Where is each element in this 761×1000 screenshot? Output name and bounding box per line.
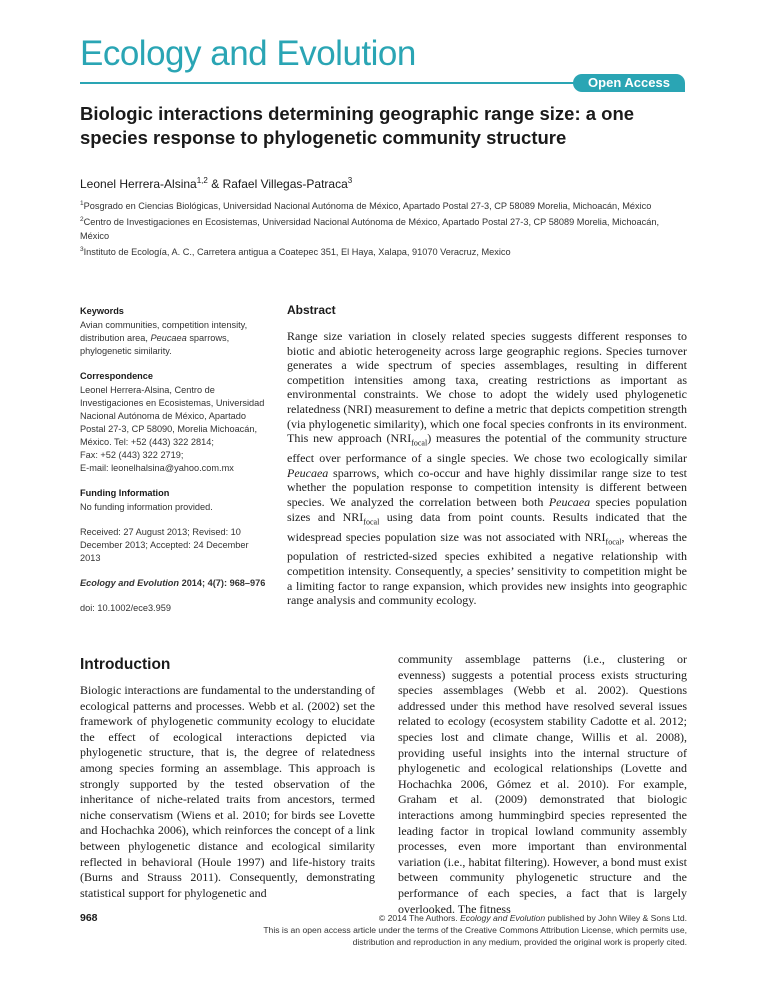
- citation-journal: Ecology and Evolution: [80, 578, 180, 588]
- correspondence-line: Postal 27-3, CP 58090, Morelia Michoacán,: [80, 424, 258, 434]
- affiliations: [80, 197, 680, 259]
- copyright-journal: Ecology and Evolution: [460, 913, 546, 923]
- abstract-section: [287, 303, 687, 608]
- abstract-run: ) measures the potential of the community structure effect over performance of a single species. We chose two ecologically similar: [287, 431, 688, 466]
- keywords-italic: Peucaea: [150, 333, 187, 343]
- affiliation-text: Posgrado en Ciencias Biológicas, Universidad Nacional Autónoma de México, Apartado Postal 27-3, CP 58089 Morelia, Michoacán, México: [83, 201, 652, 212]
- citation-volume: 2014; 4(7): 968–976: [179, 578, 266, 588]
- affiliation-number: 2: [80, 216, 84, 224]
- keywords-text: [80, 319, 270, 358]
- abstract-run: sparrows, which co-occur and have highly dissimilar range size to test whether the population response to competition intensity is different between species. We analyzed the correlation between both: [287, 465, 687, 509]
- dates-block: Received: 27 August 2013; Revised: 10 December 2013; Accepted: 24 December 2013: [80, 527, 249, 563]
- abstract-text: [287, 329, 687, 608]
- introduction-column-left: Biologic interactions are fundamental to the understanding of ecological patterns and processes. Webb et al. (2002) set the framework of phylogenetic community ecology to elucidate the effect of ecological interactions depicted via phylogenetic structure, that is, the degree of relatedness among species forming an assemblage. This approach is strongly supported by the tested observation of the inheritance of niche-related traits from ancestors, termed niche conservatism (Wiens et al. 2010; for birds see Lovette and Hochachka 2006), which reinforces the concept of a link between phylogenetic distance and ecological similarity reflected in behavioral (Houle 1997) and life-history traits (Burns and Strauss 2011). Consequently, demonstrating statistical support for phylogenetic and: [80, 683, 375, 900]
- abstract-subscript: focal: [605, 536, 622, 546]
- abstract-run: species population sizes and NRI: [287, 494, 687, 524]
- page-number: 968: [80, 912, 98, 924]
- abstract-subscript: focal: [363, 516, 380, 526]
- introduction-column-right: community assemblage patterns (i.e., clustering or evenness) suggests a potential process exists structuring species assemblages (Webb et al. 2002). Questions addressed under this method have resolved several issues related to ecology (ecosystem stability Cadotte et al. 2012; species lost and climate change, Willis et al. 2008), providing useful insights into the internal structure of phylogenetic and ecological relationships (Lovette and Hochachka 2006, Gómez et al. 2010). For example, Graham et al. (2009) demonstrated that biologic interactions among hummingbird species represented the leading factor in tropical lowland community assembly processes, even more important than environmental variation (i.e., habitat filtering). However, a bond must exist between community phylogenetic structure and the performance of each species, a fact that is largely overlooked. The fitness: [398, 652, 687, 916]
- correspondence-line: Investigaciones en Ecosistemas, Universidad: [80, 398, 265, 408]
- abstract-italic: Peucaea: [548, 494, 591, 509]
- copyright-text: © 2014 The Authors.: [378, 913, 461, 923]
- correspondence-line: Leonel Herrera-Alsina, Centro de: [80, 385, 215, 395]
- author-affiliation-ref: 1,2: [196, 176, 208, 185]
- footer-license: This is an open access article under the terms of the Creative Commons Attribution License, which permits use, distribution and reproduction in any medium, provided the original work is properly cited.: [263, 925, 687, 947]
- abstract-run: using data from point counts. Results indicated that the widespread species population size was not associated with NRI: [287, 509, 687, 544]
- keywords-block: [80, 305, 270, 358]
- correspondence-line: Nacional Autónoma de México, Apartado: [80, 411, 246, 421]
- article-info-sidebar: [80, 305, 270, 627]
- header-rule: [80, 82, 580, 84]
- article-title: Biologic interactions determining geographic range size: a one species response to phylogenetic community structure: [80, 103, 635, 148]
- abstract-subscript: focal: [411, 438, 428, 448]
- journal-title: Ecology and Evolution: [80, 34, 416, 73]
- keywords-heading: Keywords: [80, 306, 124, 316]
- affiliation-item: [80, 197, 680, 213]
- abstract-italic: Peucaea: [287, 465, 329, 480]
- copyright-text: published by John Wiley & Sons Ltd.: [545, 913, 687, 923]
- keywords-part: sparrows, phylogenetic similarity.: [80, 333, 230, 356]
- affiliation-number: 1: [80, 200, 84, 207]
- author-separator: &: [211, 177, 220, 191]
- correspondence-email[interactable]: E-mail: leonelhalsina@yahoo.com.mx: [80, 463, 234, 473]
- author-name: Rafael Villegas-Patraca: [222, 177, 348, 191]
- correspondence-block: [80, 370, 270, 475]
- abstract-heading: Abstract: [287, 303, 336, 317]
- citation-block: [80, 577, 270, 590]
- introduction-heading: Introduction: [80, 656, 171, 673]
- affiliation-number: 3: [80, 246, 84, 254]
- affiliation-text: Instituto de Ecología, A. C., Carretera antigua a Coatepec 351, El Haya, Xalapa, 91070 Veracruz, Mexico: [83, 247, 511, 258]
- doi[interactable]: doi: 10.1002/ece3.959: [80, 603, 171, 613]
- funding-block: [80, 487, 270, 514]
- correspondence-line: México. Tel: +52 (443) 322 2814;: [80, 437, 214, 447]
- open-access-badge: Open Access: [573, 74, 685, 92]
- correspondence-heading: Correspondence: [80, 371, 154, 381]
- abstract-run: , whereas the population of restricted-sized species exhibited a negative relationship with competition intensity. Consequently, a species’ sensitivity to competition might be a limiting factor to range expansion, which provides new insights into geographic range analysis and community ecology.: [287, 529, 687, 608]
- funding-heading: Funding Information: [80, 488, 170, 498]
- keywords-part: Avian communities, competition intensity, distribution area,: [80, 320, 248, 343]
- affiliation-item: [80, 243, 680, 259]
- affiliation-text: Centro de Investigaciones en Ecosistemas, Universidad Nacional Autónoma de México, Apartado Postal 27-3, CP 58089 Morelia, Michoacán, México: [80, 217, 660, 242]
- author-list: [80, 176, 352, 191]
- correspondence-line: Fax: +52 (443) 322 2719;: [80, 450, 184, 460]
- author-affiliation-ref: 3: [347, 176, 353, 185]
- funding-text: No funding information provided.: [80, 502, 213, 512]
- affiliation-item: [80, 213, 680, 243]
- footer-copyright: [267, 912, 687, 924]
- abstract-run: Range size variation in closely related species suggests different responses to biotic and abiotic heterogeneity across large geographic regions. Species turnover generates a wide spectrum of species assemblages, resulting in different competition intensities among taxa, creating restrictions as important as environmental constraints. We chose to adopt the widely used phylogenetic relatedness (NRI) measurement to define a metric that depicts competition strength (via phylogenetic similarity), which one focal species confronts in its environment. This new approach (NRI: [287, 329, 687, 446]
- author-name: Leonel Herrera-Alsina: [80, 177, 197, 191]
